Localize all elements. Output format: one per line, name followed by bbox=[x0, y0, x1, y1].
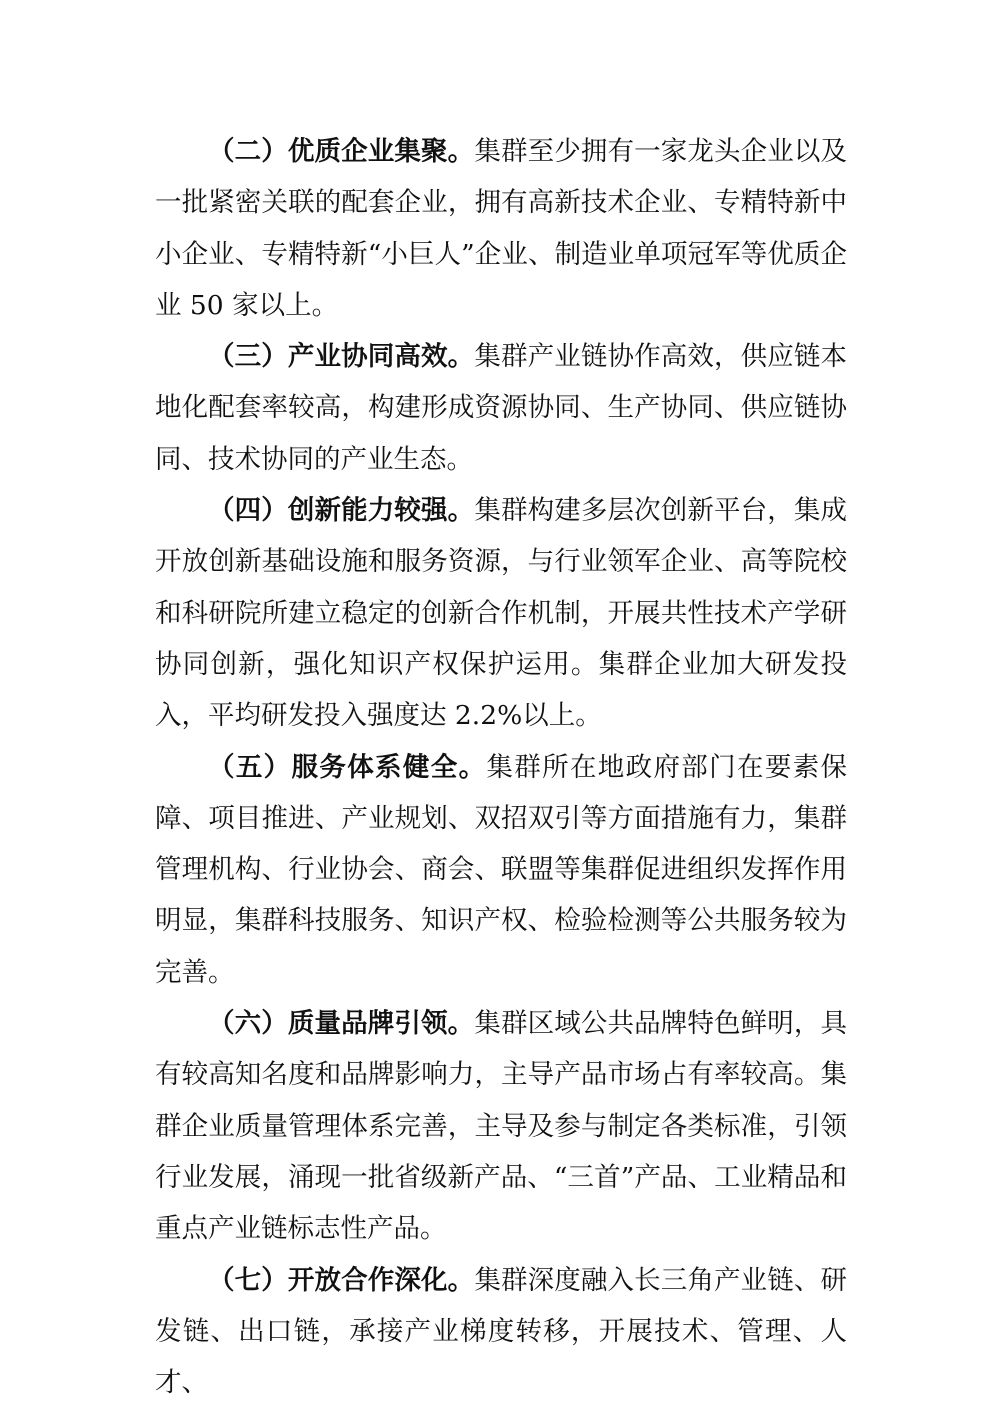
paragraph-text: 集群深度融入长三角产业链、研发链、出口链，承接产业梯度转移，开展技术、管理、人才、 bbox=[155, 1264, 848, 1399]
paragraph-heading: （三）产业协同高效。 bbox=[208, 341, 475, 373]
paragraph-text: 集群至少拥有一家龙头企业以及一批紧密关联的配套企业，拥有高新技术企业、专精特新中小企业、专精特新“小巨人”企业、制造业单项冠军等优质企业 50 家以上。 bbox=[155, 136, 848, 321]
paragraph-text: 集群产业链协作高效，供应链本地化配套率较高，构建形成资源协同、生产协同、供应链协同、技术协同的产业生态。 bbox=[155, 341, 848, 475]
paragraph-6 bbox=[155, 998, 847, 1254]
paragraph-text: 集群构建多层次创新平台，集成开放创新基础设施和服务资源，与行业领军企业、高等院校和科研院所建立稳定的创新合作机制，开展共性技术产学研协同创新，强化知识产权保护运用。集群企业加大研发投入，平均研发投入强度达 2.2%以上。 bbox=[155, 495, 848, 732]
document-body bbox=[155, 126, 847, 1408]
paragraph-heading: （四）创新能力较强。 bbox=[208, 495, 475, 527]
paragraph-text: 集群区域公共品牌特色鲜明，具有较高知名度和品牌影响力，主导产品市场占有率较高。集群企业质量管理体系完善，主导及参与制定各类标准，引领行业发展，涌现一批省级新产品、“三首”产品、工业精品和重点产业链标志性产品。 bbox=[155, 1008, 848, 1245]
paragraph-heading: （二）优质企业集聚。 bbox=[208, 136, 475, 167]
paragraph-4 bbox=[155, 485, 847, 741]
paragraph-text: 集群所在地政府部门在要素保障、项目推进、产业规划、双招双引等方面措施有力，集群管理机构、行业协会、商会、联盟等集群促进组织发挥作用明显，集群科技服务、知识产权、检验检测等公共服务较为完善。 bbox=[155, 751, 848, 988]
paragraph-heading: （五）服务体系健全。 bbox=[208, 751, 487, 783]
paragraph-5 bbox=[155, 742, 847, 998]
paragraph-heading: （七）开放合作深化。 bbox=[208, 1264, 475, 1296]
paragraph-heading: （六）质量品牌引领。 bbox=[208, 1008, 475, 1040]
paragraph-3 bbox=[155, 331, 847, 485]
paragraph-2 bbox=[155, 126, 847, 331]
paragraph-7 bbox=[155, 1255, 847, 1409]
